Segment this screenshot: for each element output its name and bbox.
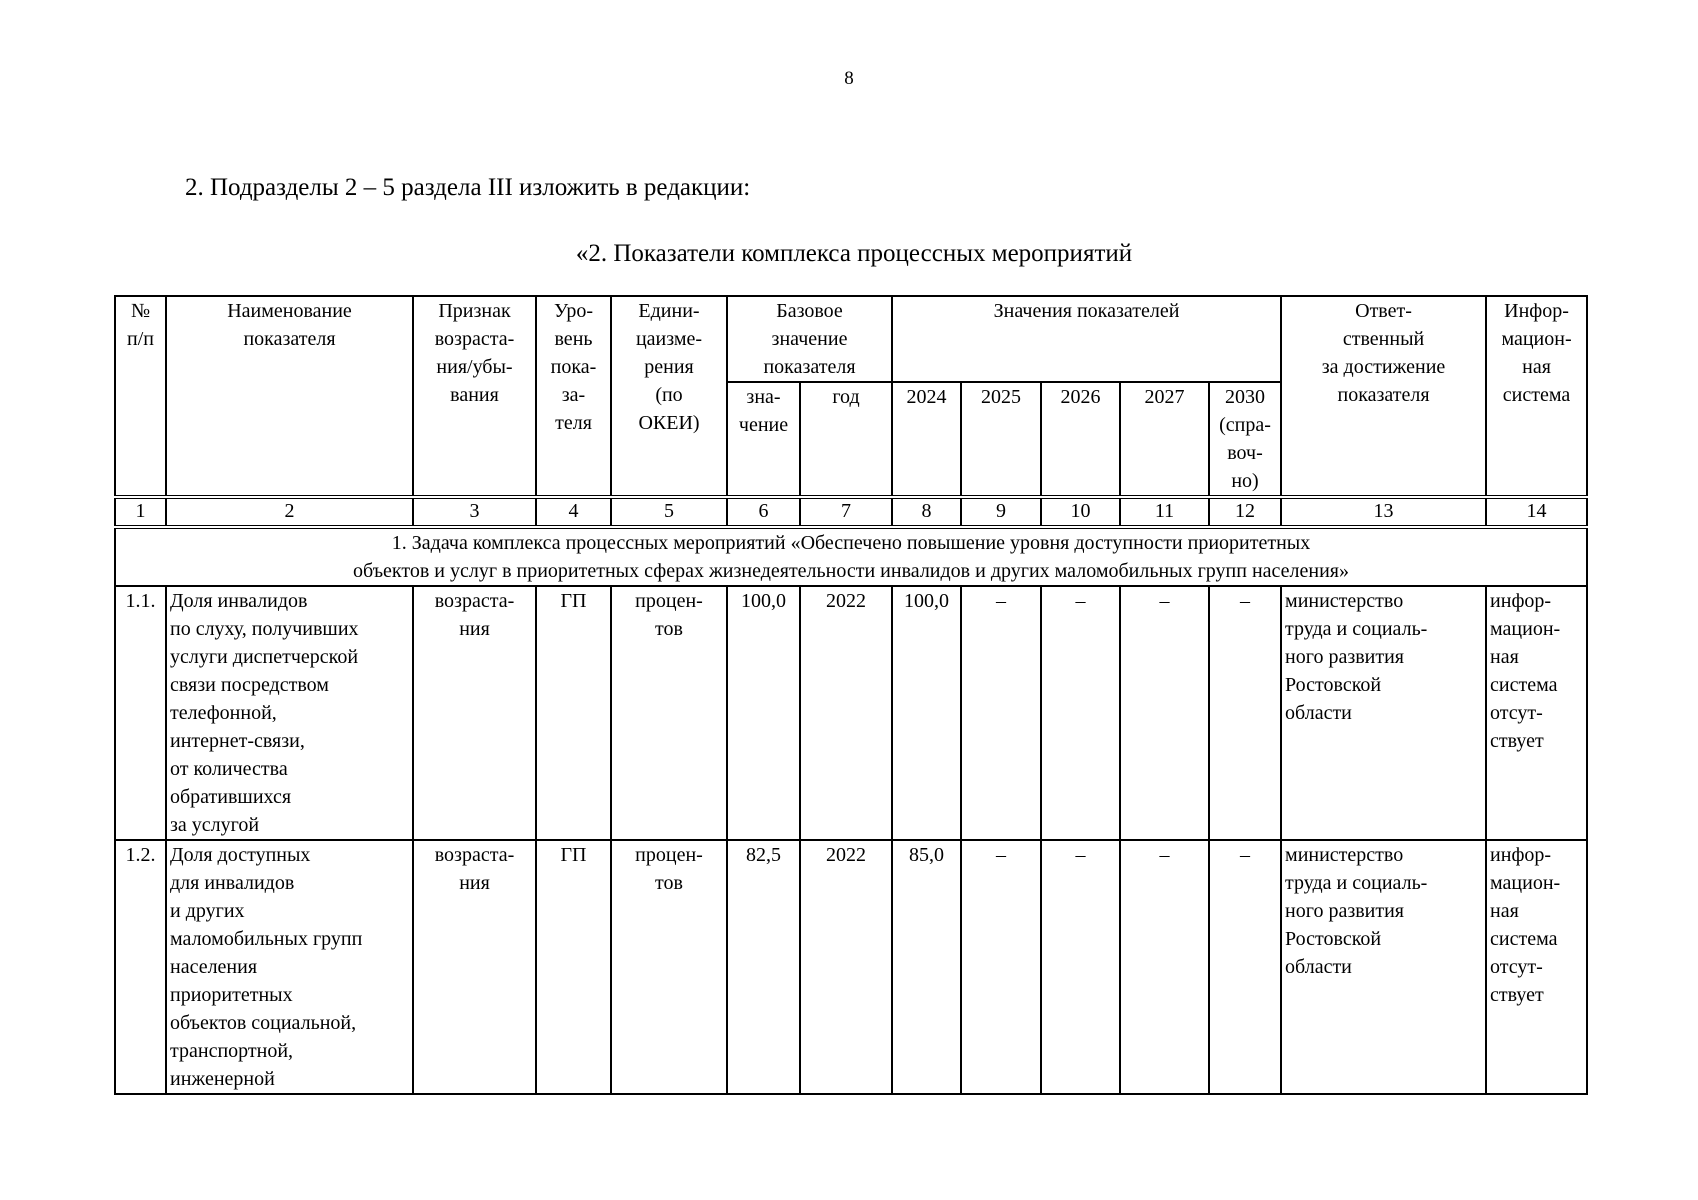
header-row-1 <box>115 296 1587 382</box>
task-heading: 1. Задача комплекса процессных мероприятий «Обеспечено повышение уровня доступности приоритетных объектов и услуг в приоритетных сферах жизнедеятельности инвалидов и других маломобильных групп населения» <box>115 527 1587 586</box>
header-base-value: зна- чение <box>727 382 800 497</box>
header-2027: 2027 <box>1120 382 1209 497</box>
indicators-table <box>114 295 1588 1095</box>
table-row <box>115 586 1587 840</box>
row-num: 1.1. <box>115 586 166 840</box>
value-2026: – <box>1041 586 1120 840</box>
value-2030: – <box>1209 586 1281 840</box>
page-number: 8 <box>844 68 854 89</box>
base-year: 2022 <box>800 840 892 1094</box>
header-2024: 2024 <box>892 382 961 497</box>
header-unit: Едини- цаизме- рения (по ОКЕИ) <box>611 296 727 497</box>
column-number: 11 <box>1120 497 1209 527</box>
column-number: 13 <box>1281 497 1486 527</box>
column-number: 2 <box>166 497 413 527</box>
header-values: Значения показателей <box>892 296 1281 382</box>
column-numbers-row <box>115 497 1587 527</box>
indicator-name: Доля доступных для инвалидов и других маломобильных групп населения приоритетных объектов социальной, транспортной, инженерной <box>166 840 413 1094</box>
column-number: 7 <box>800 497 892 527</box>
column-number: 14 <box>1486 497 1587 527</box>
value-2024: 85,0 <box>892 840 961 1094</box>
indicator-name: Доля инвалидов по слуху, получивших услуги диспетчерской связи посредством телефонной, интернет-связи, от количества обратившихся за услугой <box>166 586 413 840</box>
indicator-level: ГП <box>536 586 611 840</box>
indicator-unit: процен- тов <box>611 840 727 1094</box>
header-2025: 2025 <box>961 382 1041 497</box>
column-number: 10 <box>1041 497 1120 527</box>
column-number: 6 <box>727 497 800 527</box>
header-level: Уро- вень пока- за- теля <box>536 296 611 497</box>
header-2030: 2030 (спра- воч- но) <box>1209 382 1281 497</box>
header-base: Базовое значение показателя <box>727 296 892 382</box>
table-title: «2. Показатели комплекса процессных мероприятий <box>575 240 1133 267</box>
column-number: 9 <box>961 497 1041 527</box>
indicator-level: ГП <box>536 840 611 1094</box>
indicator-sign: возраста- ния <box>413 840 536 1094</box>
header-name: Наименование показателя <box>166 296 413 497</box>
value-2025: – <box>961 840 1041 1094</box>
infosystem: инфор- мацион- ная система отсут- ствует <box>1486 840 1587 1094</box>
table-row <box>115 840 1587 1094</box>
value-2025: – <box>961 586 1041 840</box>
column-number: 12 <box>1209 497 1281 527</box>
base-year: 2022 <box>800 586 892 840</box>
value-2030: – <box>1209 840 1281 1094</box>
value-2024: 100,0 <box>892 586 961 840</box>
indicator-unit: процен- тов <box>611 586 727 840</box>
header-2026: 2026 <box>1041 382 1120 497</box>
value-2027: – <box>1120 586 1209 840</box>
intro-paragraph: 2. Подразделы 2 – 5 раздела III изложить в редакции: <box>185 174 751 201</box>
row-num: 1.2. <box>115 840 166 1094</box>
base-value: 82,5 <box>727 840 800 1094</box>
header-responsible: Ответ- ственный за достижение показателя <box>1281 296 1486 497</box>
responsible: министерство труда и социаль- ного развития Ростовской области <box>1281 586 1486 840</box>
value-2026: – <box>1041 840 1120 1094</box>
header-infosystem: Инфор- мацион- ная система <box>1486 296 1587 497</box>
task-row <box>115 527 1587 586</box>
header-sign: Признак возраста- ния/убы- вания <box>413 296 536 497</box>
column-number: 5 <box>611 497 727 527</box>
column-number: 3 <box>413 497 536 527</box>
header-base-year: год <box>800 382 892 497</box>
column-number: 1 <box>115 497 166 527</box>
value-2027: – <box>1120 840 1209 1094</box>
infosystem: инфор- мацион- ная система отсут- ствует <box>1486 586 1587 840</box>
indicator-sign: возраста- ния <box>413 586 536 840</box>
responsible: министерство труда и социаль- ного развития Ростовской области <box>1281 840 1486 1094</box>
column-number: 4 <box>536 497 611 527</box>
column-number: 8 <box>892 497 961 527</box>
base-value: 100,0 <box>727 586 800 840</box>
header-num: № п/п <box>115 296 166 497</box>
